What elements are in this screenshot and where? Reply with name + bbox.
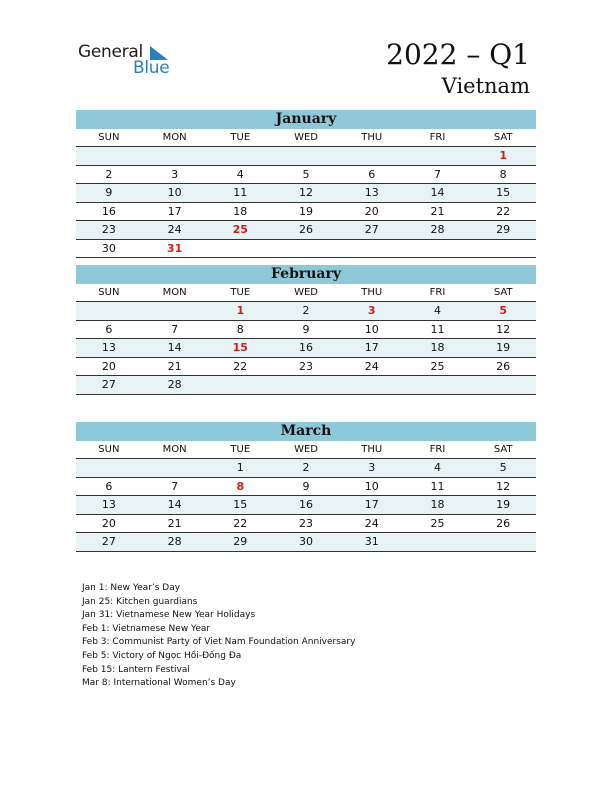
day-cell: 5	[499, 304, 507, 317]
weekday-label: SAT	[493, 444, 513, 455]
weekday-label: SAT	[493, 287, 513, 298]
day-cell: 24	[167, 223, 182, 236]
day-cell: 10	[364, 322, 379, 336]
day-cell: 11	[430, 479, 445, 493]
weekday-label: WED	[294, 444, 318, 455]
day-cell: 4	[236, 167, 244, 181]
day-cell: 18	[430, 341, 445, 354]
day-cell: 8	[236, 479, 245, 493]
empty-day-cell	[142, 147, 208, 165]
day-cell: 17	[364, 498, 379, 511]
week-row	[76, 515, 536, 534]
day-cell: 25	[430, 516, 445, 530]
day-cell: 15	[233, 498, 248, 511]
holiday-note: Feb 15: Lantern Festival	[82, 664, 190, 675]
month-february	[76, 265, 536, 395]
day-cell: 18	[233, 204, 248, 218]
empty-day-cell	[470, 240, 536, 258]
day-cell: 10	[364, 479, 379, 493]
week-row	[76, 302, 536, 321]
week-row	[76, 240, 536, 259]
empty-day-cell	[405, 533, 471, 551]
day-cell: 17	[364, 341, 379, 354]
day-cell: 28	[430, 223, 445, 236]
day-cell: 2	[302, 304, 310, 317]
day-cell: 11	[233, 186, 248, 199]
day-cell: 17	[167, 204, 182, 218]
day-cell: 1	[236, 461, 244, 474]
holiday-note: Mar 8: International Women’s Day	[82, 678, 236, 689]
day-cell: 13	[364, 186, 379, 199]
week-row	[76, 321, 536, 340]
day-cell: 26	[496, 516, 511, 530]
holiday-note: Feb 1: Vietnamese New Year	[82, 623, 211, 634]
day-cell: 4	[433, 461, 441, 474]
day-cell: 21	[167, 516, 182, 530]
day-cell: 29	[496, 223, 511, 236]
empty-day-cell	[339, 376, 405, 394]
weekday-label: FRI	[429, 444, 446, 455]
day-cell: 16	[299, 498, 314, 511]
week-row	[76, 459, 536, 478]
week-row	[76, 166, 536, 185]
week-row	[76, 203, 536, 222]
day-cell: 26	[496, 359, 511, 373]
day-cell: 14	[430, 186, 445, 199]
day-cell: 31	[364, 535, 379, 548]
weekday-label: SUN	[98, 132, 120, 143]
week-row	[76, 147, 536, 166]
day-cell: 10	[167, 186, 182, 199]
day-cell: 20	[101, 516, 116, 530]
day-cell: 15	[496, 186, 511, 199]
empty-day-cell	[76, 459, 142, 477]
day-cell: 23	[299, 359, 314, 373]
day-cell: 8	[236, 322, 244, 336]
empty-day-cell	[470, 376, 536, 394]
day-cell: 16	[101, 204, 116, 218]
empty-day-cell	[273, 376, 339, 394]
day-cell: 28	[167, 535, 182, 548]
empty-day-cell	[76, 147, 142, 165]
day-cell: 27	[364, 223, 379, 236]
day-cell: 24	[364, 359, 379, 373]
day-cell: 19	[496, 341, 511, 354]
weekday-label: FRI	[429, 132, 446, 143]
empty-day-cell	[405, 376, 471, 394]
week-row	[76, 358, 536, 377]
day-cell: 22	[496, 204, 511, 218]
week-row	[76, 496, 536, 515]
weekday-label: SAT	[493, 132, 513, 143]
day-cell: 6	[368, 167, 376, 181]
weekday-label: TUE	[230, 132, 251, 143]
day-cell: 13	[101, 498, 116, 511]
day-cell: 14	[167, 341, 182, 354]
empty-day-cell	[405, 147, 471, 165]
holiday-note: Jan 25: Kitchen guardians	[82, 596, 198, 607]
weekday-label: MON	[162, 132, 187, 143]
day-cell: 2	[302, 461, 310, 474]
week-row	[76, 221, 536, 240]
day-cell: 26	[299, 223, 314, 236]
weekday-label: SUN	[98, 287, 120, 298]
day-cell: 9	[105, 186, 113, 199]
day-cell: 23	[299, 516, 314, 530]
weekday-header-row	[76, 441, 536, 459]
logo-general-text: General	[78, 42, 143, 62]
weekday-label: THU	[361, 132, 383, 143]
weekday-label: FRI	[429, 287, 446, 298]
day-cell: 15	[232, 341, 248, 354]
holiday-notes	[82, 582, 355, 691]
day-cell: 30	[101, 241, 116, 255]
day-cell: 20	[364, 204, 379, 218]
day-cell: 25	[232, 223, 248, 236]
day-cell: 12	[299, 186, 314, 199]
day-cell: 25	[430, 359, 445, 373]
empty-day-cell	[339, 240, 405, 258]
day-cell: 7	[171, 322, 179, 336]
month-name: January	[76, 110, 536, 129]
day-cell: 8	[499, 167, 507, 181]
day-cell: 22	[233, 516, 248, 530]
day-cell: 9	[302, 322, 310, 336]
day-cell: 2	[105, 167, 113, 181]
day-cell: 22	[233, 359, 248, 373]
day-cell: 7	[171, 479, 179, 493]
day-cell: 6	[105, 322, 113, 336]
day-cell: 5	[499, 461, 507, 474]
weekday-label: MON	[162, 287, 187, 298]
weekday-label: MON	[162, 444, 187, 455]
day-cell: 19	[299, 204, 314, 218]
empty-day-cell	[76, 302, 142, 320]
month-name: February	[76, 265, 536, 284]
empty-day-cell	[207, 240, 273, 258]
week-row	[76, 533, 536, 552]
day-cell: 31	[166, 241, 183, 255]
day-cell: 12	[496, 479, 511, 493]
weekday-label: THU	[361, 444, 383, 455]
empty-day-cell	[273, 147, 339, 165]
day-cell: 7	[433, 167, 441, 181]
day-cell: 13	[101, 341, 116, 354]
day-cell: 16	[299, 341, 314, 354]
day-cell: 29	[233, 535, 248, 548]
weekday-header-row	[76, 129, 536, 147]
weekday-label: WED	[294, 287, 318, 298]
logo-blue-text: Blue	[133, 58, 170, 78]
week-row	[76, 339, 536, 358]
day-cell: 27	[101, 378, 116, 391]
day-cell: 23	[101, 223, 116, 236]
day-cell: 18	[430, 498, 445, 511]
empty-day-cell	[207, 376, 273, 394]
day-cell: 19	[496, 498, 511, 511]
month-january	[76, 110, 536, 258]
day-cell: 1	[499, 149, 507, 162]
day-cell: 28	[167, 378, 182, 391]
day-cell: 4	[433, 304, 441, 317]
empty-day-cell	[470, 533, 536, 551]
day-cell: 12	[496, 322, 511, 336]
day-cell: 3	[367, 304, 376, 317]
day-cell: 21	[167, 359, 182, 373]
holiday-note: Feb 3: Communist Party of Viet Nam Foundation Anniversary	[82, 637, 356, 648]
day-cell: 14	[167, 498, 182, 511]
day-cell: 20	[101, 359, 116, 373]
week-row	[76, 376, 536, 395]
weekday-header-row	[76, 284, 536, 302]
empty-day-cell	[273, 240, 339, 258]
day-cell: 30	[299, 535, 314, 548]
day-cell: 21	[430, 204, 445, 218]
weekday-label: WED	[294, 132, 318, 143]
logo	[78, 42, 178, 82]
weekday-label: TUE	[230, 287, 251, 298]
holiday-note: Feb 5: Victory of Ngọc Hồi-Đống Đa	[82, 650, 242, 661]
empty-day-cell	[339, 147, 405, 165]
holiday-note: Jan 31: Vietnamese New Year Holidays	[82, 610, 256, 621]
month-name: March	[76, 422, 536, 441]
day-cell: 1	[236, 304, 245, 317]
empty-day-cell	[142, 302, 208, 320]
day-cell: 6	[105, 479, 113, 493]
empty-day-cell	[207, 147, 273, 165]
empty-day-cell	[142, 459, 208, 477]
day-cell: 5	[302, 167, 310, 181]
holiday-note: Jan 1: New Year’s Day	[82, 583, 181, 593]
country-name: Vietnam	[441, 74, 530, 98]
week-row	[76, 184, 536, 203]
day-cell: 27	[101, 535, 116, 548]
month-march	[76, 422, 536, 552]
day-cell: 24	[364, 516, 379, 530]
day-cell: 3	[368, 461, 376, 474]
weekday-label: TUE	[230, 444, 251, 455]
empty-day-cell	[405, 240, 471, 258]
day-cell: 11	[430, 322, 445, 336]
page-title: 2022 – Q1	[386, 38, 530, 71]
weekday-label: SUN	[98, 444, 120, 455]
day-cell: 9	[302, 479, 310, 493]
day-cell: 3	[171, 167, 179, 181]
week-row	[76, 478, 536, 497]
weekday-label: THU	[361, 287, 383, 298]
